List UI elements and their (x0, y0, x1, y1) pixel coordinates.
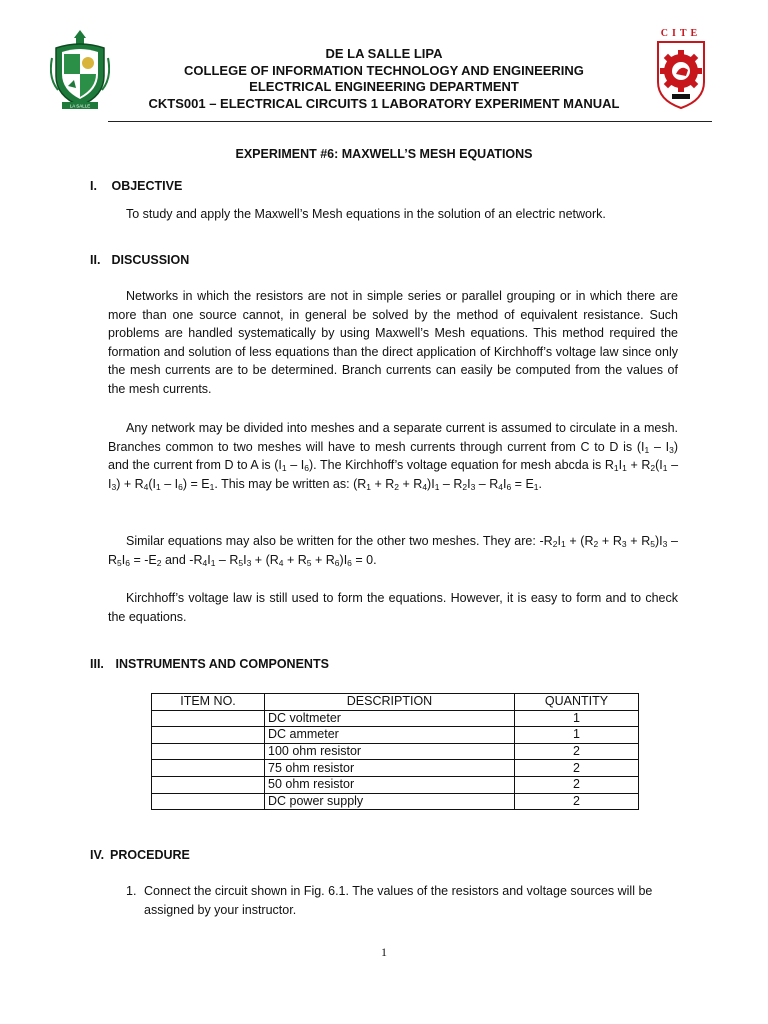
quantity-cell: 1 (515, 727, 639, 744)
discussion-paragraph-2: Any network may be divided into meshes and a separate current is assumed to circulate in a mesh. Branches common to two meshes will have to mesh currents through current from C to D is $(I_1 - I_3)$ and the current from D to A is $(I_1 - I_6)$. The Kirchhoff’s voltage equation for mesh abcda is $R_1I_1 + R_2(I_1 - I_3) + R_4(I_1 - I_6) = E_1$. This may be written as: $(R_1 + R_2 + R_4)I_1 - R_2I_3 - R_4I_6 = E_1$. (108, 421, 679, 492)
section-number: II. (90, 253, 101, 267)
page-number: 1 (381, 945, 387, 959)
paragraph-text: . This may be written as: (214, 476, 350, 491)
discussion-paragraph-3: Similar equations may also be written for the other two meshes. They are: $-R_2I_1 + (R_2 + R_3 + R_5)I_3 - R_5I_6 = -E_2$ and $-R_4I_1 - R_5I_3 + (R_4 + R_5 + R_6)I_6 = 0$. (108, 534, 678, 568)
section-heading-procedure (90, 848, 190, 862)
description-cell: DC power supply (265, 793, 515, 810)
table-header-row (152, 694, 639, 711)
svg-text:LA SALLE: LA SALLE (69, 103, 91, 109)
description-cell: DC ammeter (265, 727, 515, 744)
header-line-course: CKTS001 – ELECTRICAL CIRCUITS 1 LABORATORY EXPERIMENT MANUAL (148, 95, 620, 111)
objective-text: To study and apply the Maxwell’s Mesh equations in the solution of an electric network. (126, 207, 606, 221)
description-cell: 75 ohm resistor (265, 760, 515, 777)
section-title: OBJECTIVE (111, 179, 183, 193)
item-cell (152, 743, 265, 760)
experiment-title: EXPERIMENT #6: MAXWELL’S MESH EQUATIONS (235, 147, 533, 161)
quantity-cell: 2 (515, 776, 639, 793)
paragraph-text: and the current from D to A is (108, 458, 271, 473)
paragraph-text: Similar equations may also be written for the other two meshes. They are: (126, 534, 536, 548)
institution-header (120, 46, 648, 112)
instruments-table (151, 693, 639, 810)
table-row (152, 727, 639, 744)
column-header-description: DESCRIPTION (265, 694, 515, 711)
item-cell (152, 793, 265, 810)
de-la-salle-crest-logo (50, 28, 110, 110)
table-row (152, 760, 639, 777)
description-cell: 100 ohm resistor (265, 743, 515, 760)
header-line-department: ELECTRICAL ENGINEERING DEPARTMENT (249, 79, 519, 94)
section-title: PROCEDURE (110, 848, 190, 862)
paragraph-text: and (164, 552, 186, 567)
quantity-cell: 2 (515, 760, 639, 777)
quantity-cell: 2 (515, 793, 639, 810)
column-header-quantity: QUANTITY (515, 694, 639, 711)
section-heading-objective (90, 179, 182, 193)
section-heading-instruments (90, 657, 329, 671)
discussion-paragraph-1: Networks in which the resistors are not in simple series or parallel grouping or in which there are more than one source cannot, in general be solved by the method of equivalent resistance. Such problems are handled systematically by using Maxwell’s Mesh equations. This method required the formation and solution of less equations than the direct application of Kirchhoff’s voltage law since only the mesh currents are to be determined. Branch currents can easily be computed from the values of the mesh currents. (108, 289, 678, 396)
section-number: III. (90, 657, 104, 671)
cite-gear-logo (652, 26, 710, 110)
section-heading-discussion (90, 253, 189, 267)
item-cell (152, 776, 265, 793)
section-title: INSTRUMENTS AND COMPONENTS (115, 657, 329, 671)
description-cell: DC voltmeter (265, 710, 515, 727)
item-cell (152, 760, 265, 777)
step-number: 1. (126, 884, 137, 898)
header-line-college: COLLEGE OF INFORMATION TECHNOLOGY AND ENGINEERING (184, 62, 584, 78)
item-cell (152, 710, 265, 727)
table-row (152, 743, 639, 760)
section-number: IV. (90, 848, 105, 862)
table-row (152, 776, 639, 793)
quantity-cell: 1 (515, 710, 639, 727)
page-header (0, 0, 768, 122)
description-cell: 50 ohm resistor (265, 776, 515, 793)
discussion-paragraph-4: Kirchhoff’s voltage law is still used to form the equations. However, it is easy to form and to check the equations. (108, 591, 678, 624)
paragraph-text: . The Kirchhoff’s voltage equation for mesh abcda is (313, 458, 602, 473)
step-text: Connect the circuit shown in Fig. 6.1. The values of the resistors and voltage sources will be assigned by your instructor. (144, 884, 653, 917)
header-line-school: DE LA SALLE LIPA (325, 46, 443, 61)
procedure-step (126, 882, 666, 920)
section-title: DISCUSSION (111, 253, 190, 267)
quantity-cell: 2 (515, 743, 639, 760)
item-cell (152, 727, 265, 744)
svg-text:CITE: CITE (660, 28, 702, 39)
section-number: I. (90, 179, 97, 193)
table-row (152, 710, 639, 727)
table-row (152, 793, 639, 810)
header-divider (108, 121, 712, 122)
column-header-item: ITEM NO. (152, 694, 265, 711)
paragraph-text: Any network may be divided into meshes and a separate current is assumed to circulate in a mesh. Branches common to two meshes will have to mesh currents through current from C to D is (108, 421, 678, 454)
